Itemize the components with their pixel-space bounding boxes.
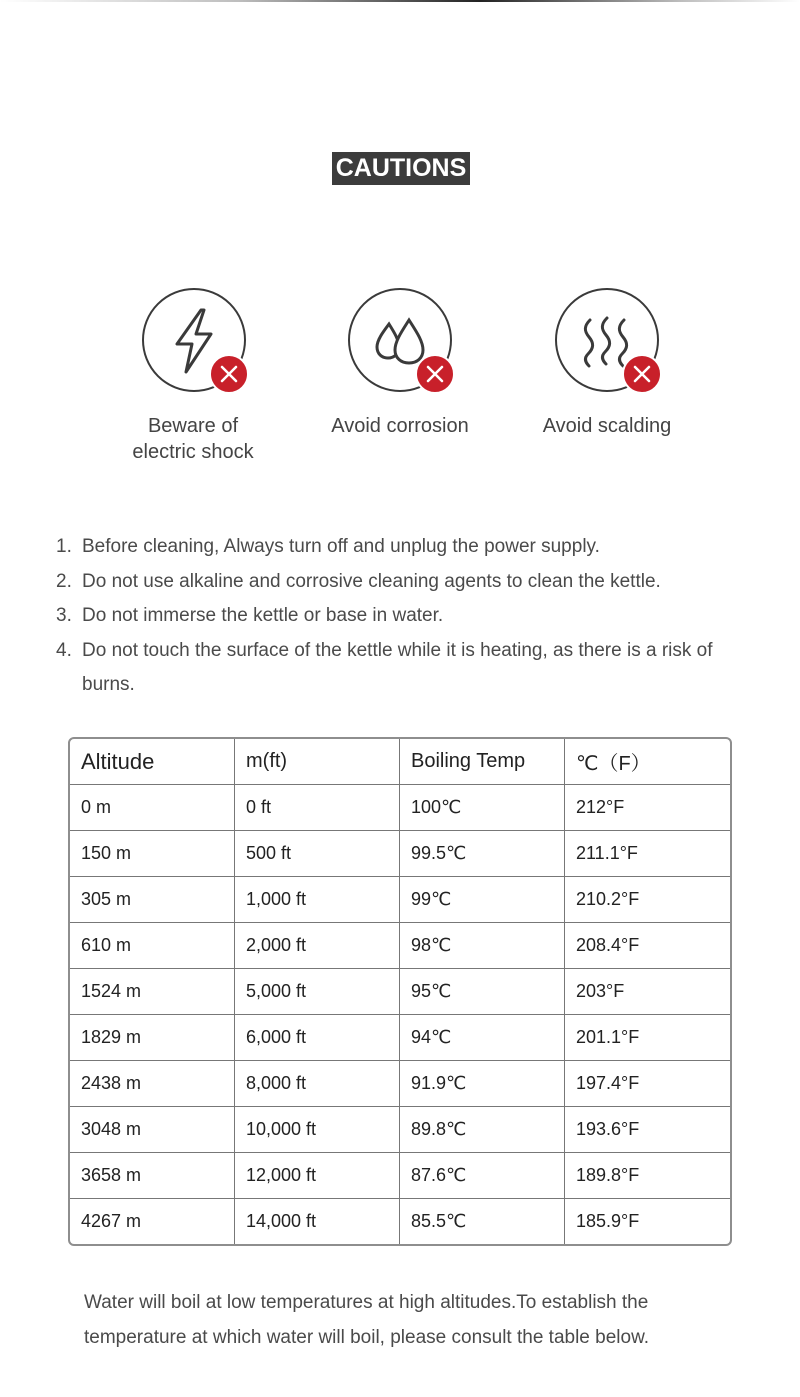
cell-altitude-m: 305 m <box>70 877 235 923</box>
cell-altitude-ft: 0 ft <box>235 785 400 831</box>
cell-temp-f: 203°F <box>565 969 730 1015</box>
cell-altitude-m: 610 m <box>70 923 235 969</box>
list-item: 4. Do not touch the surface of the kettle while it is heating, as there is a risk of burns. <box>56 639 713 695</box>
cell-temp-c: 99.5℃ <box>400 831 565 877</box>
header-altitude: Altitude <box>70 739 235 785</box>
cell-temp-c: 94℃ <box>400 1015 565 1061</box>
table-row <box>70 1107 730 1153</box>
cell-temp-c: 100℃ <box>400 785 565 831</box>
header-boiling-temp: Boiling Temp <box>400 739 565 785</box>
cell-altitude-ft: 14,000 ft <box>235 1199 400 1244</box>
cell-temp-c: 95℃ <box>400 969 565 1015</box>
cell-altitude-ft: 1,000 ft <box>235 877 400 923</box>
table-header-row <box>70 739 730 785</box>
cell-altitude-m: 150 m <box>70 831 235 877</box>
cell-altitude-m: 2438 m <box>70 1061 235 1107</box>
cell-altitude-ft: 6,000 ft <box>235 1015 400 1061</box>
cell-temp-c: 89.8℃ <box>400 1107 565 1153</box>
cell-temp-c: 98℃ <box>400 923 565 969</box>
prohibited-x-icon <box>209 354 249 394</box>
caution-scalding <box>555 288 659 392</box>
cell-altitude-m: 4267 m <box>70 1199 235 1244</box>
cell-temp-f: 208.4°F <box>565 923 730 969</box>
altitude-note: Water will boil at low temperatures at high altitudes.To establish the temperature at which water will boil, please consult the table below. <box>84 1292 650 1348</box>
cell-temp-c: 87.6℃ <box>400 1153 565 1199</box>
cell-temp-c: 85.5℃ <box>400 1199 565 1244</box>
caution-corrosion <box>348 288 452 392</box>
header-celsius-fahrenheit: ℃（F） <box>565 739 730 785</box>
cell-altitude-ft: 2,000 ft <box>235 923 400 969</box>
cell-altitude-ft: 8,000 ft <box>235 1061 400 1107</box>
icon-label-electric-shock: Beware of electric shock <box>132 415 254 463</box>
table-row <box>70 1199 730 1244</box>
table-row <box>70 831 730 877</box>
icon-label-corrosion: Avoid corrosion <box>331 415 469 437</box>
list-item: 2. Do not use alkaline and corrosive cleaning agents to clean the kettle. <box>56 570 661 592</box>
prohibited-x-icon <box>415 354 455 394</box>
cell-temp-f: 210.2°F <box>565 877 730 923</box>
cell-altitude-ft: 12,000 ft <box>235 1153 400 1199</box>
list-item: 1. Before cleaning, Always turn off and unplug the power supply. <box>56 536 600 557</box>
cell-temp-f: 212°F <box>565 785 730 831</box>
cell-altitude-m: 3048 m <box>70 1107 235 1153</box>
table-row <box>70 1153 730 1199</box>
cell-altitude-ft: 10,000 ft <box>235 1107 400 1153</box>
cell-temp-f: 185.9°F <box>576 1211 640 1231</box>
cell-altitude-ft: 5,000 ft <box>235 969 400 1015</box>
cell-altitude-m: 3658 m <box>70 1153 235 1199</box>
caution-rules-list <box>56 530 756 703</box>
caution-electric-shock <box>142 288 246 392</box>
cell-temp-f: 197.4°F <box>565 1061 730 1107</box>
cell-altitude-ft: 500 ft <box>235 831 400 877</box>
cell-temp-f: 193.6°F <box>565 1107 730 1153</box>
icon-label-scalding: Avoid scalding <box>542 415 672 437</box>
cell-temp-f: 211.1°F <box>565 831 730 877</box>
cell-temp-f: 189.8°F <box>565 1153 730 1199</box>
cell-temp-f: 201.1°F <box>565 1015 730 1061</box>
cell-altitude-m: 0 m <box>70 785 235 831</box>
cell-altitude-m: 1524 m <box>70 969 235 1015</box>
table-row <box>70 877 730 923</box>
cell-temp-c: 99℃ <box>400 877 565 923</box>
list-item: 3. Do not immerse the kettle or base in water. <box>56 605 444 626</box>
top-divider <box>0 0 800 2</box>
page-title: CAUTIONS <box>332 152 470 185</box>
cell-temp-c: 91.9℃ <box>400 1061 565 1107</box>
header-m-ft: m(ft) <box>235 739 400 785</box>
table-row <box>70 785 730 831</box>
table-row <box>70 1015 730 1061</box>
altitude-boiling-table <box>68 737 732 1246</box>
table-row <box>70 1061 730 1107</box>
table-row <box>70 969 730 1015</box>
cell-altitude-m: 1829 m <box>70 1015 235 1061</box>
prohibited-x-icon <box>622 354 662 394</box>
table-row <box>70 923 730 969</box>
